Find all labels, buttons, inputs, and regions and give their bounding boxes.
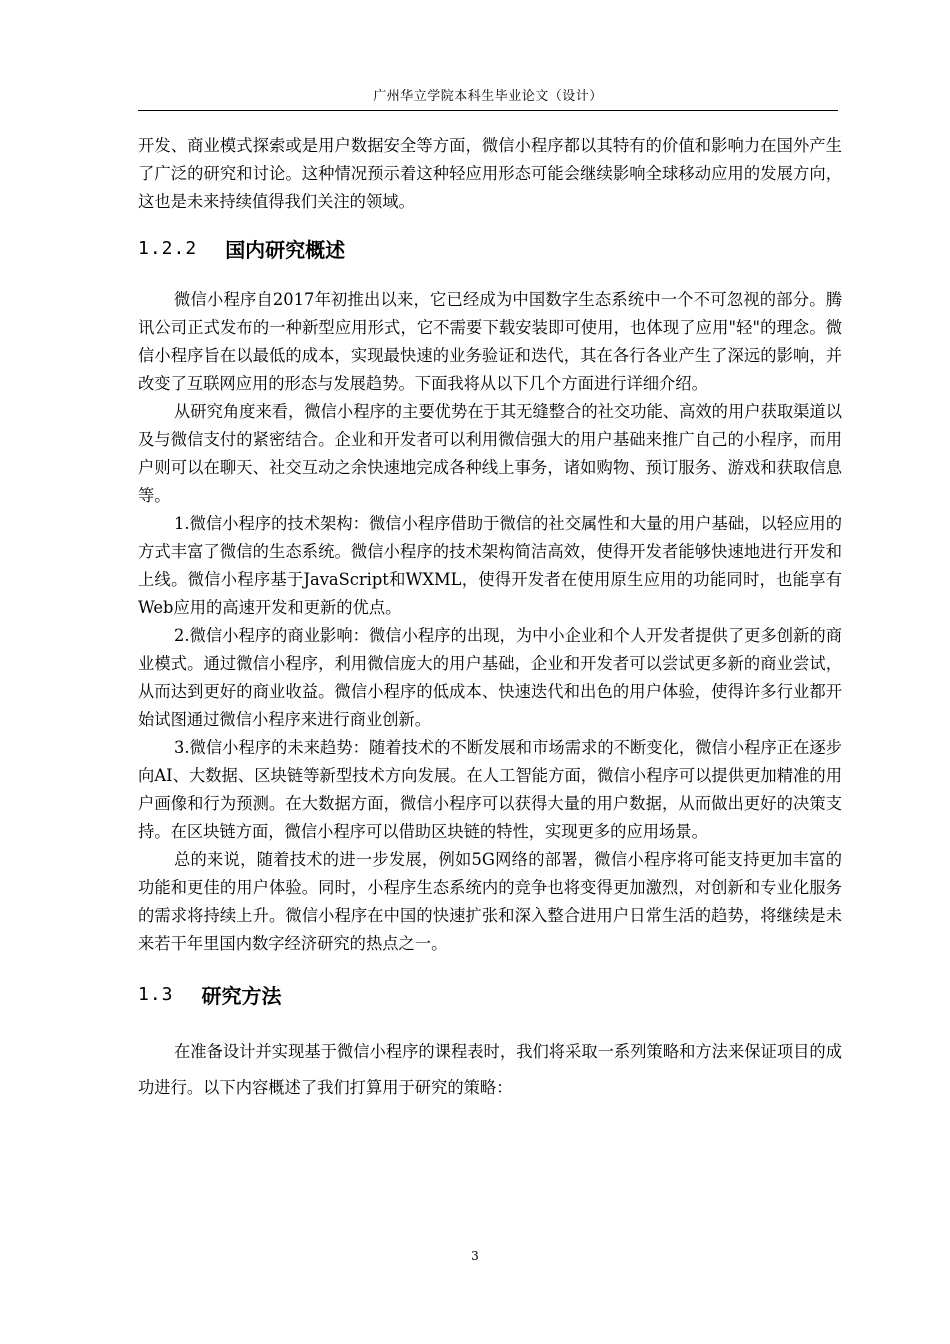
page-number: 3 bbox=[471, 1249, 479, 1263]
paragraph: 从研究角度来看，微信小程序的主要优势在于其无缝整合的社交功能、高效的用户获取渠道以及与微信支付的紧密结合。企业和开发者可以利用微信强大的用户基础来推广自己的小程序，而用户则可以在聊天、社交互动之余快速地完成各种线上事务，诸如购物、预订服务、游戏和获取信息等。 bbox=[138, 402, 842, 505]
paragraph: 微信小程序自2017年初推出以来，它已经成为中国数字生态系统中一个不可忽视的部分。腾讯公司正式发布的一种新型应用形式，它不需要下载安装即可使用，也体现了应用"轻"的理念。微信小程序旨在以最低的成本，实现最快速的业务验证和迭代，其在各行各业产生了深远的影响，并改变了互联网应用的形态与发展趋势。下面我将从以下几个方面进行详细介绍。 bbox=[138, 290, 842, 393]
paragraph: 在准备设计并实现基于微信小程序的课程表时，我们将采取一系列策略和方法来保证项目的成功进行。以下内容概述了我们打算用于研究的策略： bbox=[138, 1042, 842, 1097]
page-header: 广州华立学院本科生毕业论文（设计） bbox=[373, 89, 603, 104]
section-title: 国内研究概述 bbox=[225, 237, 346, 262]
paragraph: 1.微信小程序的技术架构：微信小程序借助于微信的社交属性和大量的用户基础，以轻应用的方式丰富了微信的生态系统。微信小程序的技术架构简洁高效，使得开发者能够快速地进行开发和上线。微信小程序基于JavaScript和WXML，使得开发者在使用原生应用的功能同时，也能享有Web应用的高速开发和更新的优点。 bbox=[138, 514, 842, 617]
section-number: 1.2.2 bbox=[138, 237, 198, 259]
section-title: 研究方法 bbox=[201, 983, 282, 1008]
paragraph: 3.微信小程序的未来趋势：随着技术的不断发展和市场需求的不断变化，微信小程序正在逐步向AI、大数据、区块链等新型技术方向发展。在人工智能方面，微信小程序可以提供更加精准的用户画像和行为预测。在大数据方面，微信小程序可以获得大量的用户数据，从而做出更好的决策支持。在区块链方面，微信小程序可以借助区块链的特性，实现更多的应用场景。 bbox=[138, 738, 842, 841]
document-body bbox=[138, 132, 842, 1106]
section-heading-1-3 bbox=[138, 964, 842, 1024]
paragraph-continuation: 开发、商业模式探索或是用户数据安全等方面，微信小程序都以其特有的价值和影响力在国外产生了广泛的研究和讨论。这种情况预示着这种轻应用形态可能会继续影响全球移动应用的发展方向，这也是未来持续值得我们关注的领域。 bbox=[138, 136, 842, 211]
paragraph: 2.微信小程序的商业影响：微信小程序的出现，为中小企业和个人开发者提供了更多创新的商业模式。通过微信小程序，利用微信庞大的用户基础，企业和开发者可以尝试更多新的商业尝试，从而达到更好的商业收益。微信小程序的低成本、快速迭代和出色的用户体验，使得许多行业都开始试图通过微信小程序来进行商业创新。 bbox=[138, 626, 842, 729]
paragraph: 总的来说，随着技术的进一步发展，例如5G网络的部署，微信小程序将可能支持更加丰富的功能和更佳的用户体验。同时，小程序生态系统内的竞争也将变得更加激烈，对创新和专业化服务的需求将持续上升。微信小程序在中国的快速扩张和深入整合进用户日常生活的趋势，将继续是未来若干年里国内数字经济研究的热点之一。 bbox=[138, 850, 842, 953]
section-heading-1-2-2 bbox=[138, 218, 842, 278]
section-number: 1.3 bbox=[138, 983, 174, 1005]
header-rule bbox=[138, 110, 838, 111]
